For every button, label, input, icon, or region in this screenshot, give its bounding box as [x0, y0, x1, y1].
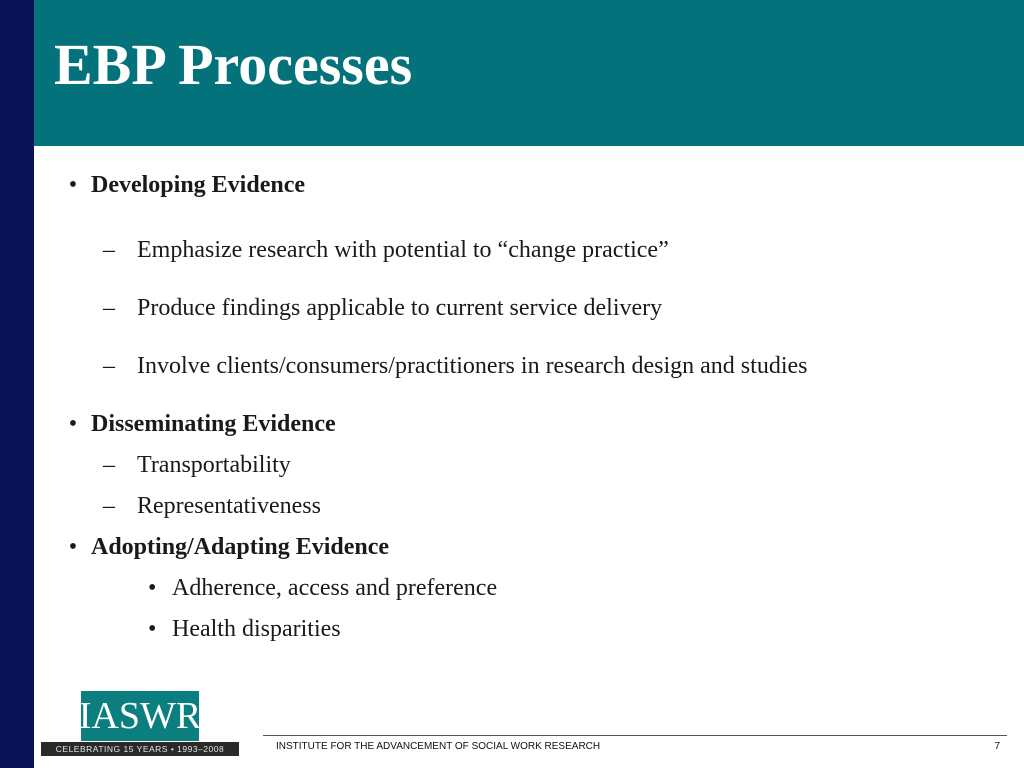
sub-bullet-adherence	[148, 575, 497, 602]
bullet-text: Adopting/Adapting Evidence	[91, 534, 390, 560]
sub-bullet-text: Adherence, access and preference	[172, 575, 498, 601]
bullet-marker: •	[148, 616, 157, 642]
sub-bullet-text: Involve clients/consumers/practitioners in research design and studies	[137, 353, 808, 379]
bullet-marker: •	[68, 172, 78, 198]
logo-tagline: CELEBRATING 15 YEARS • 1993–2008	[41, 742, 239, 756]
bullet-developing-evidence	[55, 172, 305, 199]
sub-bullet-text: Transportability	[137, 452, 291, 478]
bullet-text: Disseminating Evidence	[91, 411, 336, 437]
sub-bullet-involve	[103, 353, 807, 380]
iaswr-logo: IASWR	[81, 691, 199, 741]
bullet-marker: •	[148, 575, 157, 601]
sub-bullet-produce	[103, 295, 662, 322]
bullet-text: Developing Evidence	[91, 172, 305, 198]
sub-bullet-transportability	[103, 452, 291, 479]
bullet-marker: •	[68, 534, 78, 560]
bullet-disseminating-evidence	[55, 411, 336, 438]
dash-marker: –	[103, 353, 115, 379]
sub-bullet-emphasize	[103, 237, 669, 264]
footer-divider	[263, 735, 1007, 736]
title-banner	[34, 0, 1024, 146]
dash-marker: –	[103, 295, 115, 321]
footer-institute-name: INSTITUTE FOR THE ADVANCEMENT OF SOCIAL WORK RESEARCH	[276, 741, 601, 752]
slide-title: EBP Processes	[54, 32, 413, 97]
sub-bullet-text: Produce findings applicable to current service delivery	[137, 295, 663, 321]
dash-marker: –	[103, 237, 115, 263]
dash-marker: –	[103, 493, 115, 519]
left-accent-bar	[0, 0, 34, 768]
bullet-adopting-evidence	[55, 534, 389, 561]
sub-bullet-text: Representativeness	[137, 493, 321, 519]
bullet-marker: •	[68, 411, 78, 437]
page-number: 7	[994, 741, 1000, 752]
sub-bullet-health-disparities	[148, 616, 341, 643]
dash-marker: –	[103, 452, 115, 478]
sub-bullet-representativeness	[103, 493, 321, 520]
sub-bullet-text: Emphasize research with potential to “change practice”	[137, 237, 669, 263]
sub-bullet-text: Health disparities	[172, 616, 341, 642]
